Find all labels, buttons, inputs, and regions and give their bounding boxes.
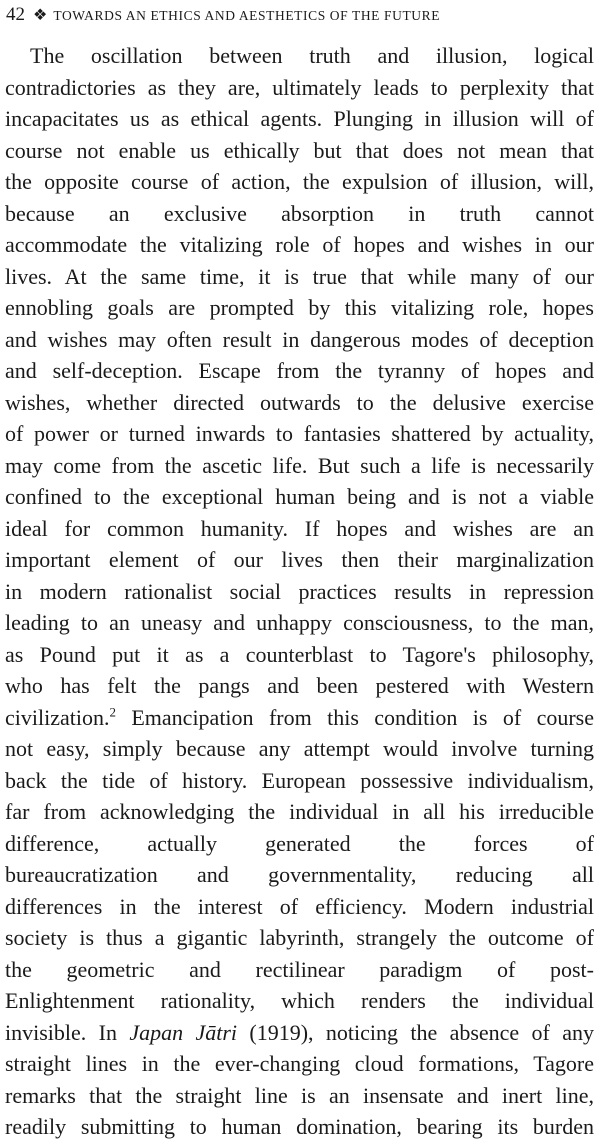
text-line: ennobling goals are prompted by this vitalizing role, hopes	[5, 295, 594, 320]
text-line: bureaucratization and governmentality, reducing all	[5, 862, 594, 887]
text-line: confined to the exceptional human being and is not a viable	[5, 484, 594, 509]
text-line: differences in the interest of efficiency. Modern industrial	[5, 893, 594, 919]
text-line: the geometric and rectilinear paradigm of post-	[5, 956, 594, 982]
page-number: 42	[6, 4, 25, 25]
text-line: because an exclusive absorption in truth cannot	[5, 200, 594, 226]
text-line: not easy, simply because any attempt would involve turning	[5, 736, 594, 761]
text-line: straight lines in the ever-changing cloud formations, Tagore	[5, 1051, 594, 1076]
text-line: incapacitates us as ethical agents. Plunging in illusion will of	[5, 106, 594, 131]
running-head	[6, 4, 596, 30]
text-line: course not enable us ethically but that does not mean that	[5, 137, 594, 163]
text-line: accommodate the vitalizing role of hopes and wishes in our	[5, 232, 594, 257]
text-line: as Pound put it as a counterblast to Tagore's philosophy,	[5, 641, 594, 667]
text-line: and self-deception. Escape from the tyranny of hopes and	[5, 358, 594, 383]
text-line: leading to an uneasy and unhappy consciousness, to the man,	[5, 610, 594, 635]
text-line-with-title	[0, 1017, 600, 1049]
text-line: of power or turned inwards to fantasies shattered by actuality,	[5, 421, 594, 446]
footnote-reference[interactable]: 2	[109, 704, 116, 720]
text-line: in modern rationalist social practices results in repression	[5, 578, 594, 604]
text-line: and wishes may often result in dangerous modes of deception	[5, 326, 594, 352]
text-line: far from acknowledging the individual in all his irreducible	[5, 799, 594, 824]
text-segment: invisible. In	[5, 1019, 117, 1045]
text-line: society is thus a gigantic labyrinth, strangely the outcome of	[5, 925, 594, 950]
text-line: ideal for common humanity. If hopes and wishes are an	[5, 515, 594, 541]
text-line: important element of our lives then their marginalization	[5, 547, 594, 572]
text-line: remarks that the straight line is an insensate and inert line,	[5, 1082, 594, 1108]
text-line: The oscillation between truth and illusion, logical	[30, 43, 594, 68]
text-line: wishes, whether directed outwards to the delusive exercise	[5, 389, 594, 415]
text-line: Enlightenment rationality, which renders the individual	[5, 988, 594, 1013]
body-paragraph	[0, 40, 600, 1143]
text-line: lives. At the same time, it is true that while many of our	[5, 263, 594, 289]
text-line: the opposite course of action, the expulsion of illusion, will,	[5, 169, 594, 194]
text-line-with-footnote	[0, 702, 600, 734]
text-segment: Emancipation from this condition is of course	[115, 704, 594, 730]
text-line: back the tide of history. European possessive individualism,	[5, 767, 594, 793]
ornament-icon: ❖	[33, 7, 48, 24]
running-title: TOWARDS AN ETHICS AND AESTHETICS OF THE FUTURE	[53, 8, 441, 23]
text-line: difference, actually generated the forces of	[5, 830, 594, 856]
work-title: Japan Jātri	[129, 1019, 238, 1045]
text-line: may come from the ascetic life. But such a life is necessarily	[5, 452, 594, 478]
text-segment: (1919), noticing the absence of any	[237, 1019, 595, 1045]
text-line: readily submitting to human domination, bearing its burden	[5, 1114, 594, 1139]
text-segment: civilization.	[5, 704, 110, 730]
text-line: who has felt the pangs and been pestered with Western	[5, 673, 594, 698]
text-line: contradictories as they are, ultimately leads to perplexity that	[5, 74, 594, 100]
